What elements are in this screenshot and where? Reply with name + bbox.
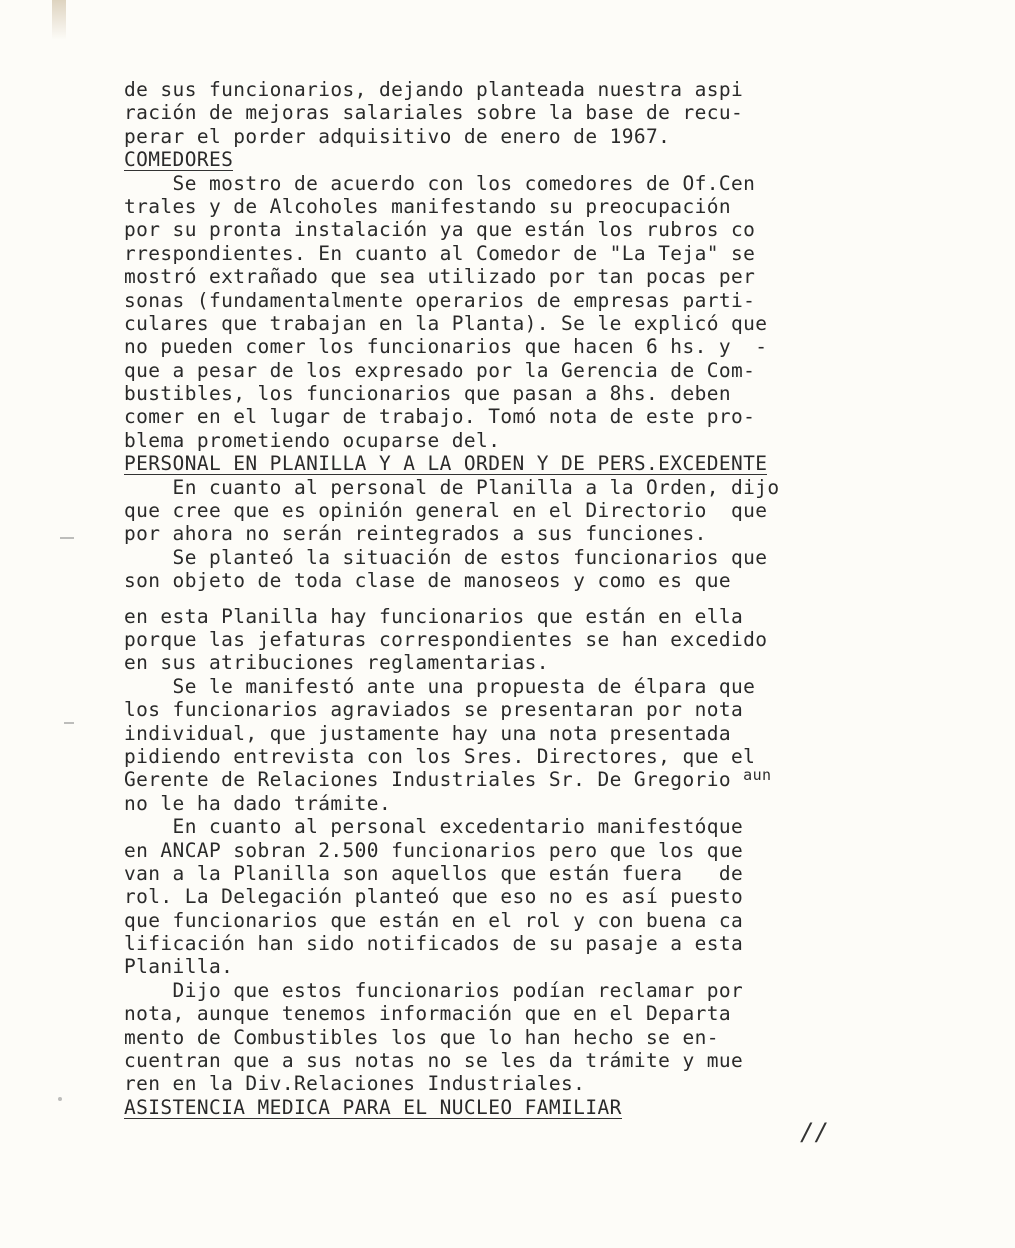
text-line bbox=[124, 862, 914, 885]
text-line bbox=[124, 335, 914, 358]
line-text: van a la Planilla son aquellos que están fuera de bbox=[124, 861, 744, 885]
line-text: ración de mejoras salariales sobre la base de recu- bbox=[124, 101, 744, 125]
line-text: culares que trabajan en la Planta). Se le explicó que bbox=[124, 311, 768, 335]
text-line bbox=[124, 745, 914, 768]
paragraph-gap bbox=[124, 593, 914, 605]
line-text: porque las jefaturas correspondientes se han excedido bbox=[124, 627, 768, 651]
document-body bbox=[124, 78, 914, 1119]
text-line bbox=[124, 195, 914, 218]
line-text: por su pronta instalación ya que están los rubros co bbox=[124, 218, 756, 242]
line-text: Se planteó la situación de estos funcionarios que bbox=[124, 545, 768, 569]
margin-mark bbox=[60, 537, 74, 539]
text-line bbox=[124, 242, 914, 265]
text-line bbox=[124, 628, 914, 651]
line-text: En cuanto al personal de Planilla a la Orden, dijo bbox=[124, 475, 780, 499]
line-text: blema prometiendo ocuparse del. bbox=[124, 428, 501, 452]
line-text: en esta Planilla hay funcionarios que están en ella bbox=[124, 604, 744, 628]
line-text: los funcionarios agraviados se presentaran por nota bbox=[124, 698, 744, 722]
text-line bbox=[124, 1026, 914, 1049]
text-line bbox=[124, 289, 914, 312]
line-text: Dijo que estos funcionarios podían reclamar por bbox=[124, 978, 744, 1002]
line-text: ren en la Div.Relaciones Industriales. bbox=[124, 1072, 586, 1096]
line-text: Se le manifestó ante una propuesta de élpara que bbox=[124, 674, 756, 698]
line-text: rol. La Delegación planteó que eso no es así puesto bbox=[124, 885, 744, 909]
text-line bbox=[124, 359, 914, 382]
margin-dot bbox=[58, 1097, 62, 1101]
line-text: que funcionarios que están en el rol y con buena ca bbox=[124, 908, 744, 932]
line-text: de sus funcionarios, dejando planteada nuestra aspi bbox=[124, 78, 744, 101]
line-text: que a pesar de los expresado por la Gerencia de Com- bbox=[124, 358, 756, 382]
line-text: En cuanto al personal excedentario manifestóque bbox=[124, 815, 744, 839]
paper-smudge bbox=[52, 0, 66, 40]
line-text: mento de Combustibles los que lo han hecho se en- bbox=[124, 1025, 719, 1049]
section-heading: ASISTENCIA MEDICA PARA EL NUCLEO FAMILIAR bbox=[124, 1095, 622, 1119]
text-line bbox=[124, 722, 914, 745]
end-mark: // bbox=[800, 1118, 829, 1146]
section-heading-line bbox=[124, 452, 914, 475]
text-line bbox=[124, 546, 914, 569]
text-line bbox=[124, 605, 914, 628]
line-text: Gerente de Relaciones Industriales Sr. De Gregorio bbox=[124, 768, 731, 792]
text-line bbox=[124, 429, 914, 452]
line-text: nota, aunque tenemos información que en el Departa bbox=[124, 1002, 731, 1026]
text-line bbox=[124, 312, 914, 335]
line-text: bustibles, los funcionarios que pasan a 8hs. deben bbox=[124, 382, 731, 406]
text-line bbox=[124, 218, 914, 241]
line-text: rrespondientes. En cuanto al Comedor de "La Teja" se bbox=[124, 241, 756, 265]
text-line bbox=[124, 78, 914, 101]
text-line bbox=[124, 932, 914, 955]
text-line bbox=[124, 1049, 914, 1072]
text-line bbox=[124, 955, 914, 978]
inserted-word: aun bbox=[743, 766, 772, 785]
text-line bbox=[124, 569, 914, 592]
line-text: Planilla. bbox=[124, 955, 234, 979]
text-line bbox=[124, 125, 914, 148]
margin-mark bbox=[64, 722, 74, 724]
line-text: no pueden comer los funcionarios que hacen 6 hs. y - bbox=[124, 335, 768, 359]
line-text: en ANCAP sobran 2.500 funcionarios pero que los que bbox=[124, 838, 744, 862]
text-line bbox=[124, 405, 914, 428]
text-line bbox=[124, 768, 914, 791]
line-text: Se mostro de acuerdo con los comedores de Of.Cen bbox=[124, 171, 756, 195]
text-line bbox=[124, 698, 914, 721]
text-line bbox=[124, 909, 914, 932]
line-text: comer en el lugar de trabajo. Tomó nota de este pro- bbox=[124, 405, 756, 429]
text-line bbox=[124, 522, 914, 545]
text-line bbox=[124, 476, 914, 499]
section-heading: COMEDORES bbox=[124, 148, 234, 172]
line-text: cuentran que a sus notas no se les da trámite y mue bbox=[124, 1049, 744, 1073]
line-text: por ahora no serán reintegrados a sus funciones. bbox=[124, 522, 707, 546]
line-text: sonas (fundamentalmente operarios de empresas parti- bbox=[124, 288, 756, 312]
section-heading-line bbox=[124, 148, 914, 171]
line-text: mostró extrañado que sea utilizado por tan pocas per bbox=[124, 265, 756, 289]
line-text: perar el porder adquisitivo de enero de 1967. bbox=[124, 124, 671, 148]
line-text: lificación han sido notificados de su pasaje a esta bbox=[124, 932, 744, 956]
line-text: no le ha dado trámite. bbox=[124, 791, 392, 815]
text-line bbox=[124, 885, 914, 908]
text-line bbox=[124, 265, 914, 288]
section-heading-line bbox=[124, 1096, 914, 1119]
line-text: en sus atribuciones reglamentarias. bbox=[124, 651, 549, 675]
section-heading: PERSONAL EN PLANILLA Y A LA ORDEN Y DE PERS.EXCEDENTE bbox=[124, 452, 768, 476]
text-line bbox=[124, 172, 914, 195]
line-text: son objeto de toda clase de manoseos y como es que bbox=[124, 569, 731, 593]
text-line bbox=[124, 651, 914, 674]
text-line bbox=[124, 1072, 914, 1095]
text-line bbox=[124, 1002, 914, 1025]
line-text: pidiendo entrevista con los Sres. Directores, que el bbox=[124, 744, 756, 768]
text-line bbox=[124, 979, 914, 1002]
line-text: que cree que es opinión general en el Directorio que bbox=[124, 499, 768, 523]
text-line bbox=[124, 815, 914, 838]
text-line bbox=[124, 382, 914, 405]
text-line bbox=[124, 675, 914, 698]
text-line bbox=[124, 499, 914, 522]
text-line bbox=[124, 792, 914, 815]
line-text: trales y de Alcoholes manifestando su preocupación bbox=[124, 194, 731, 218]
text-line bbox=[124, 101, 914, 124]
line-text: individual, que justamente hay una nota presentada bbox=[124, 721, 731, 745]
text-line bbox=[124, 839, 914, 862]
